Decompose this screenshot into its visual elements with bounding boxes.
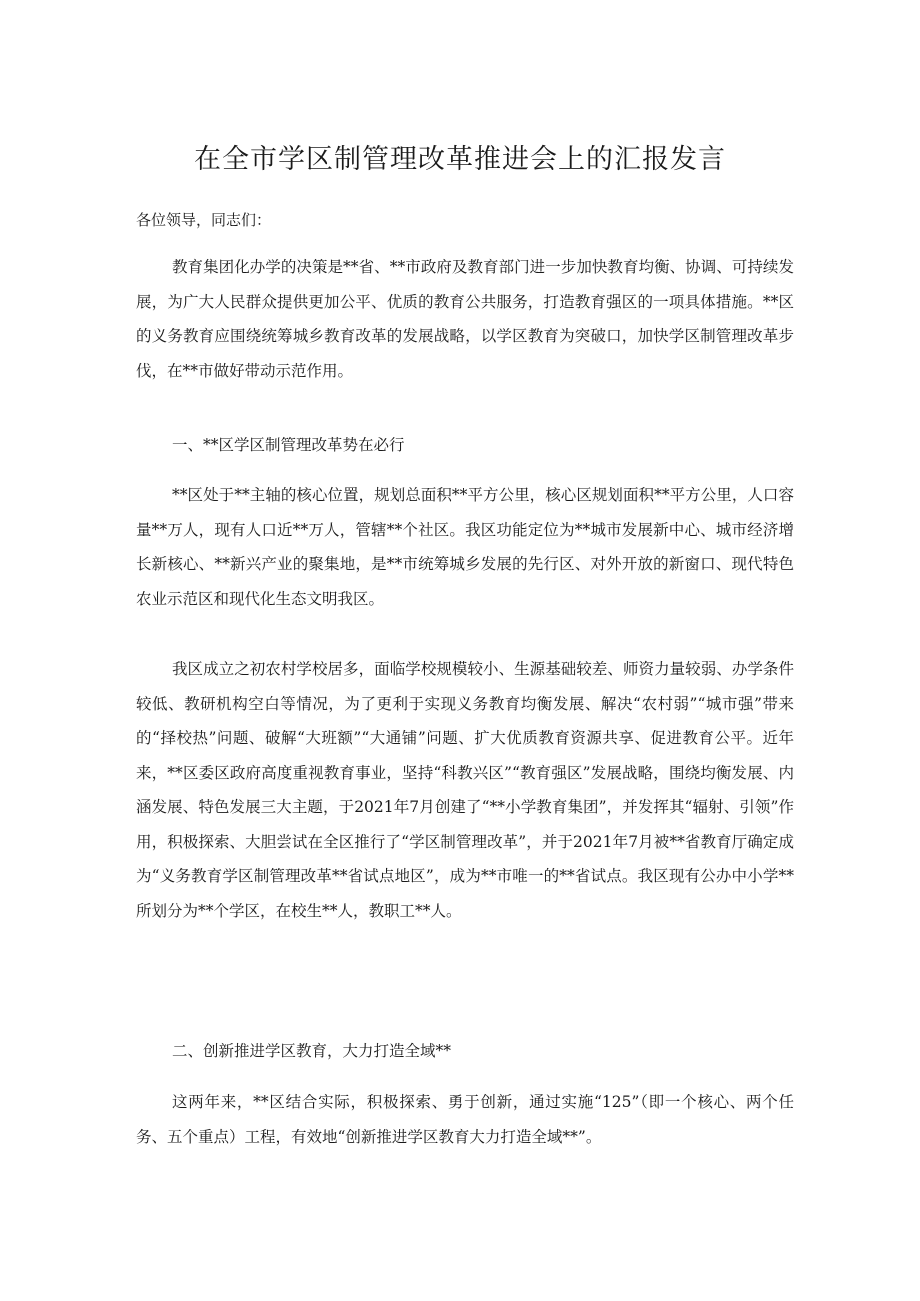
paragraph-district-background: 我区成立之初农村学校居多，面临学校规模较小、生源基础较差、师资力量较弱、办学条件较低、教研机构空白等情况，为了更利于实现义务教育均衡发展、解决“农村弱”“城市强”带来的“择校热”问题、破解“大班额”“大通铺”问题、扩大优质教育资源共享、促进教育公平。近年来，**区委区政府高度重视教育事业，坚持“科教兴区”“教育强区”发展战略，围绕均衡发展、内涵发展、特色发展三大主题，于2021年7月创建了“**小学教育集团”，并发挥其“辐射、引领”作用，积极探索、大胆尝试在全区推行了“学区制管理改革”，并于2021年7月被**省教育厅确定成为“义务教育学区制管理改革**省试点地区”，成为**市唯一的**省试点。我区现有公办中小学**所划分为**个学区，在校生**人，教职工**人。	[136, 660, 794, 920]
document-title: 在全市学区制管理改革推进会上的汇报发言	[194, 144, 726, 175]
section-heading-1: 一、**区学区制管理改革势在必行	[172, 436, 405, 454]
section-heading-2: 二、创新推进学区教育，大力打造全域**	[172, 1042, 452, 1060]
paragraph-district-overview: **区处于**主轴的核心位置，规划总面积**平方公里，核心区规划面积**平方公里，人口容量**万人，现有人口近**万人，管辖**个社区。我区功能定位为**城市发展新中心、城市经济增长新核心、**新兴产业的聚集地，是**市统筹城乡发展的先行区、对外开放的新窗口、现代特色农业示范区和现代化生态文明我区。	[136, 486, 794, 608]
paragraph-intro: 教育集团化办学的决策是**省、**市政府及教育部门进一步加快教育均衡、协调、可持续发展，为广大人民群众提供更加公平、优质的教育公共服务，打造教育强区的一项具体措施。**区的义务教育应围绕统筹城乡教育改革的发展战略，以学区教育为突破口，加快学区制管理改革步伐，在**市做好带动示范作用。	[136, 258, 794, 380]
salutation: 各位领导，同志们：	[136, 211, 272, 229]
paragraph-innovation: 这两年来，**区结合实际，积极探索、勇于创新，通过实施“125”（即一个核心、两个任务、五个重点）工程，有效地“创新推进学区教育大力打造全域**”。	[136, 1093, 794, 1146]
